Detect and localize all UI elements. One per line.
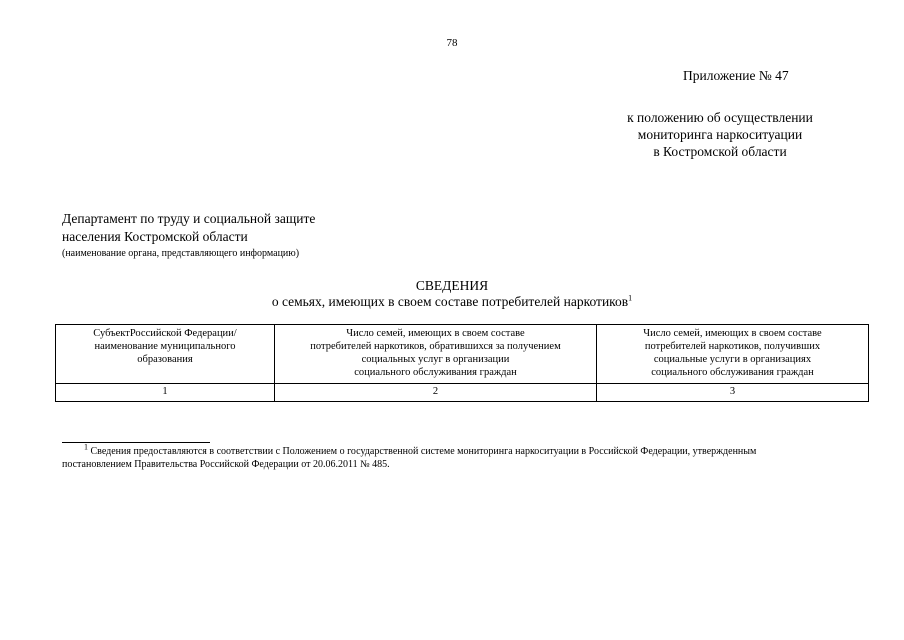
header-line: Число семей, имеющих в своем составе xyxy=(346,328,525,339)
report-table xyxy=(55,324,869,402)
department-line-2: населения Костромской области xyxy=(62,229,248,244)
footnote-line-1 xyxy=(84,442,757,457)
footnote-text-1: Сведения предоставляются в соответствии с Положением о государственной системе мониторинга наркоситуации в Российской Федерации, утвержденным xyxy=(88,446,757,457)
header-cell-subject xyxy=(56,325,275,384)
page-number: 78 xyxy=(446,37,458,49)
department-caption: (наименование органа, представляющего информацию) xyxy=(62,248,300,259)
header-line: социального обслуживания граждан xyxy=(651,367,814,378)
subtitle-text: о семьях, имеющих в своем составе потребителей наркотиков xyxy=(271,294,629,309)
header-line: социальные услуги в организациях xyxy=(653,354,812,365)
column-number-cell: 1 xyxy=(56,384,275,402)
header-line: социального обслуживания граждан xyxy=(354,367,517,378)
column-number-cell: 3 xyxy=(597,384,869,402)
header-line: потребителей наркотиков, получивших xyxy=(644,341,821,352)
header-line: СубъектРоссийской Федерации/ xyxy=(93,328,237,339)
header-line: потребителей наркотиков, обратившихся за получением xyxy=(310,341,561,352)
header-line: Число семей, имеющих в своем составе xyxy=(643,328,822,339)
header-cell-applied-families xyxy=(275,325,597,384)
document-title: СВЕДЕНИЯ xyxy=(415,278,489,293)
document-subtitle xyxy=(0,294,904,310)
regulation-line-1: к положению об осуществлении xyxy=(627,110,813,125)
footnote-line-2: постановлением Правительства Российской Федерации от 20.06.2011 № 485. xyxy=(62,459,390,470)
department-line-1: Департамент по труду и социальной защите xyxy=(62,211,316,226)
header-line: наименование муниципального xyxy=(94,341,236,352)
footnote-reference: 1 xyxy=(628,293,633,303)
regulation-line-3: в Костромской области xyxy=(653,144,787,159)
regulation-line-2: мониторинга наркоситуации xyxy=(637,127,803,142)
header-cell-received-families xyxy=(597,325,869,384)
header-line: социальных услуг в организации xyxy=(361,354,510,365)
column-number-cell: 2 xyxy=(275,384,597,402)
appendix-label: Приложение № 47 xyxy=(683,68,789,83)
table-column-number-row xyxy=(56,384,869,402)
table-header-row xyxy=(56,325,869,384)
header-line: образования xyxy=(137,354,193,365)
footnote-mark: 1 xyxy=(84,442,88,452)
